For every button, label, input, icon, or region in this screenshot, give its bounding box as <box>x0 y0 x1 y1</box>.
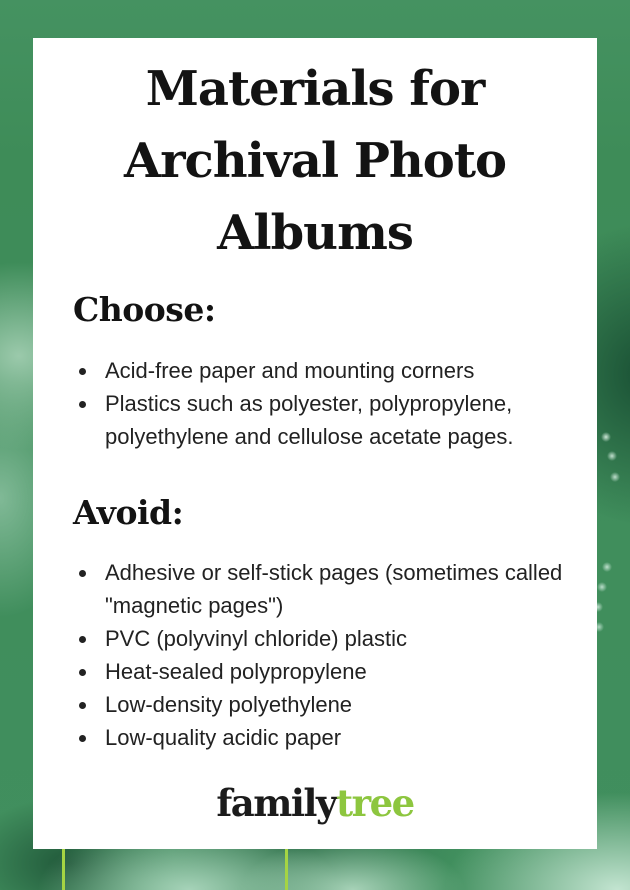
list-item: • Heat-sealed polypropylene <box>99 655 575 688</box>
list-item: • Acid-free paper and mounting corners <box>99 354 575 387</box>
logo-tree-text: tree <box>335 781 414 825</box>
list-item: • Adhesive or self-stick pages (sometimes called "magnetic pages") <box>99 556 575 622</box>
list-item: • PVC (polyvinyl chloride) plastic <box>99 622 575 655</box>
familytree-logo <box>33 782 597 824</box>
flower-stem-middle <box>285 849 288 890</box>
list-item: • Low-quality acidic paper <box>99 721 575 754</box>
page-title <box>33 53 597 269</box>
choose-section-heading: Choose: <box>73 290 216 329</box>
flower-stem-left <box>62 849 65 890</box>
list-item: • Plastics such as polyester, polypropylene, polyethylene and cellulose acetate pages. <box>99 387 575 453</box>
choose-list <box>73 354 575 453</box>
title-line: Archival Photo <box>123 133 507 189</box>
content-card <box>33 38 597 849</box>
avoid-section-heading: Avoid: <box>73 493 184 532</box>
title-line: Materials for <box>145 61 485 117</box>
avoid-list <box>73 556 575 754</box>
title-line: Albums <box>217 205 413 261</box>
list-item: • Low-density polyethylene <box>99 688 575 721</box>
logo-family-text: family <box>216 781 336 825</box>
